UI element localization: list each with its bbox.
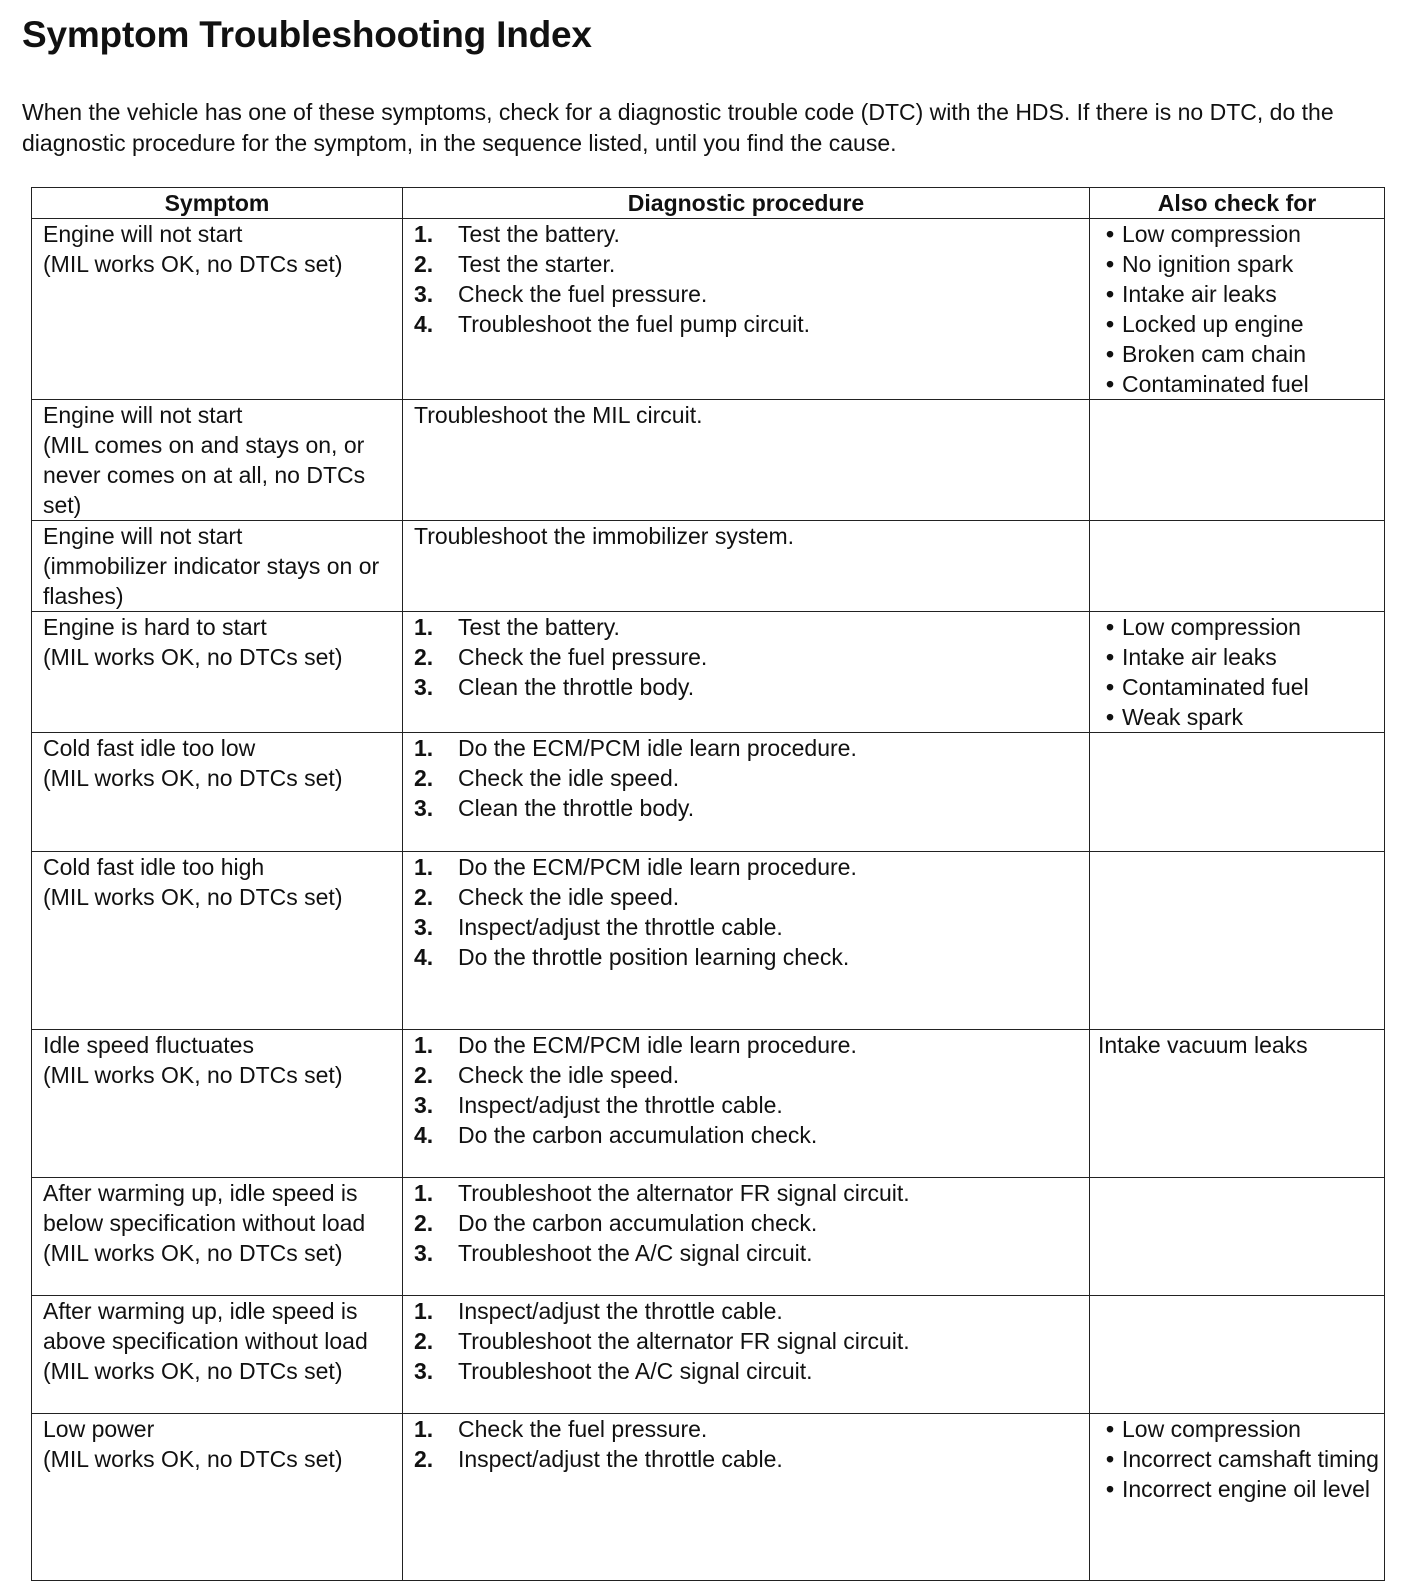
symptom-cell (32, 1178, 403, 1296)
intro-paragraph: When the vehicle has one of these symptoms, check for a diagnostic trouble code (DTC) with the HDS. If there is no DTC, do the diagnostic procedure for the symptom, in the sequence listed, until you find the cause. (22, 99, 1334, 156)
also-check-cell (1090, 1178, 1385, 1296)
procedure-text: Troubleshoot the MIL circuit. (414, 402, 703, 428)
symptom-cell (32, 1296, 403, 1414)
symptom-cell (32, 612, 403, 733)
step-number: 3. (414, 1358, 434, 1384)
also-check-item (1098, 672, 1384, 702)
procedure-step (414, 279, 1089, 309)
step-text: Test the battery. (458, 614, 620, 640)
step-text: Troubleshoot the A/C signal circuit. (458, 1240, 813, 1266)
step-number: 2. (414, 1328, 434, 1354)
step-number: 3. (414, 795, 434, 821)
also-check-text: Contaminated fuel (1122, 674, 1309, 700)
table-row (32, 1178, 1385, 1296)
symptom-condition: (MIL works OK, no DTCs set) (43, 644, 343, 670)
procedure-cell (403, 612, 1090, 733)
step-text: Check the fuel pressure. (458, 644, 708, 670)
procedure-step (414, 1444, 1089, 1474)
symptom-condition: (MIL works OK, no DTCs set) (43, 1240, 343, 1266)
procedure-cell (403, 1030, 1090, 1178)
also-check-cell (1090, 612, 1385, 733)
procedure-step (414, 882, 1089, 912)
step-number: 3. (414, 281, 434, 307)
procedure-cell (403, 1414, 1090, 1581)
also-check-item (1098, 642, 1384, 672)
symptom-cell (32, 219, 403, 400)
procedure-step (414, 612, 1089, 642)
procedure-cell (403, 1178, 1090, 1296)
step-number: 3. (414, 1092, 434, 1118)
bullet-icon: • (1105, 311, 1115, 337)
step-text: Check the idle speed. (458, 884, 680, 910)
table-row (32, 400, 1385, 521)
step-number: 4. (414, 311, 434, 337)
procedure-steps (414, 1414, 1089, 1474)
step-text: Check the idle speed. (458, 1062, 680, 1088)
table-row (32, 219, 1385, 400)
procedure-steps (414, 219, 1089, 339)
table-row (32, 612, 1385, 733)
table-row (32, 1414, 1385, 1581)
symptom-name: After warming up, idle speed is below specification without load (43, 1180, 366, 1236)
also-check-cell (1090, 852, 1385, 1030)
procedure-step (414, 1120, 1089, 1150)
procedure-steps (414, 733, 1089, 823)
step-text: Check the idle speed. (458, 765, 680, 791)
step-text: Check the fuel pressure. (458, 281, 708, 307)
bullet-icon: • (1105, 251, 1115, 277)
step-text: Troubleshoot the alternator FR signal circuit. (458, 1180, 910, 1206)
also-check-item (1098, 369, 1384, 399)
step-text: Test the starter. (458, 251, 616, 277)
procedure-steps (414, 612, 1089, 702)
step-number: 1. (414, 1180, 434, 1206)
step-number: 3. (414, 1240, 434, 1266)
procedure-step (414, 249, 1089, 279)
procedure-cell (403, 521, 1090, 612)
step-number: 1. (414, 221, 434, 247)
step-number: 4. (414, 944, 434, 970)
also-check-text: Low compression (1122, 1416, 1301, 1442)
also-check-item (1098, 612, 1384, 642)
procedure-step (414, 672, 1089, 702)
also-check-text: Intake air leaks (1122, 281, 1277, 307)
symptom-name: Low power (43, 1416, 155, 1442)
bullet-icon: • (1105, 221, 1115, 247)
bullet-icon: • (1105, 281, 1115, 307)
step-number: 3. (414, 674, 434, 700)
procedure-steps (414, 852, 1089, 972)
step-number: 1. (414, 1298, 434, 1324)
step-number: 2. (414, 644, 434, 670)
table-row (32, 733, 1385, 852)
step-number: 4. (414, 1122, 434, 1148)
symptom-cell (32, 400, 403, 521)
symptom-condition: (MIL comes on and stays on, or never comes on at all, no DTCs set) (43, 432, 366, 518)
step-text: Inspect/adjust the throttle cable. (458, 1092, 783, 1118)
symptom-cell (32, 521, 403, 612)
procedure-step (414, 763, 1089, 793)
also-check-text: Contaminated fuel (1122, 371, 1309, 397)
step-text: Do the carbon accumulation check. (458, 1122, 818, 1148)
also-check-text: No ignition spark (1122, 251, 1294, 277)
step-number: 2. (414, 1062, 434, 1088)
bullet-icon: • (1105, 1476, 1115, 1502)
symptom-name: Engine will not start (43, 402, 243, 428)
symptom-condition: (MIL works OK, no DTCs set) (43, 765, 343, 791)
bullet-icon: • (1105, 644, 1115, 670)
step-text: Inspect/adjust the throttle cable. (458, 1298, 783, 1324)
bullet-icon: • (1105, 614, 1115, 640)
procedure-cell (403, 219, 1090, 400)
also-check-item (1098, 1444, 1384, 1474)
step-text: Clean the throttle body. (458, 795, 695, 821)
procedure-step (414, 912, 1089, 942)
bullet-icon: • (1105, 371, 1115, 397)
step-text: Do the carbon accumulation check. (458, 1210, 818, 1236)
step-number: 3. (414, 914, 434, 940)
symptom-cell (32, 733, 403, 852)
table-row (32, 1296, 1385, 1414)
also-check-cell (1090, 1296, 1385, 1414)
also-check-text: Intake vacuum leaks (1098, 1032, 1308, 1058)
procedure-steps (414, 1030, 1089, 1150)
step-text: Clean the throttle body. (458, 674, 695, 700)
also-check-list (1098, 1414, 1384, 1504)
also-check-text: Incorrect camshaft timing (1122, 1446, 1379, 1472)
step-number: 1. (414, 854, 434, 880)
also-check-cell (1090, 219, 1385, 400)
table-body (32, 219, 1385, 1581)
procedure-cell (403, 733, 1090, 852)
procedure-step (414, 1238, 1089, 1268)
step-text: Troubleshoot the alternator FR signal circuit. (458, 1328, 910, 1354)
also-check-text: Intake air leaks (1122, 644, 1277, 670)
procedure-cell (403, 852, 1090, 1030)
also-check-item (1098, 279, 1384, 309)
procedure-step (414, 1030, 1089, 1060)
bullet-icon: • (1105, 704, 1115, 730)
procedure-step (414, 942, 1089, 972)
symptom-name: Engine will not start (43, 221, 243, 247)
step-text: Troubleshoot the fuel pump circuit. (458, 311, 810, 337)
symptom-name: Cold fast idle too high (43, 854, 265, 880)
procedure-step (414, 1090, 1089, 1120)
procedure-step (414, 852, 1089, 882)
also-check-cell (1090, 1030, 1385, 1178)
symptom-condition: (immobilizer indicator stays on or flashes) (43, 553, 380, 609)
step-number: 1. (414, 1416, 434, 1442)
procedure-step (414, 309, 1089, 339)
step-number: 2. (414, 1446, 434, 1472)
step-text: Test the battery. (458, 221, 620, 247)
symptom-name: Engine is hard to start (43, 614, 267, 640)
bullet-icon: • (1105, 674, 1115, 700)
page-title: Symptom Troubleshooting Index (22, 14, 592, 55)
procedure-text: Troubleshoot the immobilizer system. (414, 523, 795, 549)
step-number: 1. (414, 735, 434, 761)
step-number: 1. (414, 1032, 434, 1058)
procedure-step (414, 733, 1089, 763)
procedure-steps (414, 1178, 1089, 1268)
symptom-name: After warming up, idle speed is above specification without load (43, 1298, 368, 1354)
procedure-step (414, 1326, 1089, 1356)
procedure-cell (403, 400, 1090, 521)
table-header-row (32, 188, 1385, 219)
step-text: Inspect/adjust the throttle cable. (458, 914, 783, 940)
also-check-item (1098, 702, 1384, 732)
step-number: 2. (414, 884, 434, 910)
also-check-item (1098, 249, 1384, 279)
also-check-item (1098, 309, 1384, 339)
bullet-icon: • (1105, 1416, 1115, 1442)
also-check-list (1098, 612, 1384, 732)
step-text: Troubleshoot the A/C signal circuit. (458, 1358, 813, 1384)
procedure-step (414, 642, 1089, 672)
symptom-name: Idle speed fluctuates (43, 1032, 254, 1058)
procedure-step (414, 1060, 1089, 1090)
also-check-cell (1090, 733, 1385, 852)
symptom-table (31, 187, 1385, 1581)
also-check-text: Incorrect engine oil level (1122, 1476, 1371, 1502)
also-check-cell (1090, 400, 1385, 521)
table-row (32, 852, 1385, 1030)
procedure-steps (414, 1296, 1089, 1386)
procedure-step (414, 219, 1089, 249)
also-check-text: Low compression (1122, 221, 1301, 247)
step-number: 1. (414, 614, 434, 640)
step-number: 2. (414, 765, 434, 791)
also-check-item (1098, 1414, 1384, 1444)
procedure-step (414, 1414, 1089, 1444)
also-check-item (1098, 219, 1384, 249)
procedure-step (414, 1356, 1089, 1386)
bullet-icon: • (1105, 1446, 1115, 1472)
header-diagnostic-procedure: Diagnostic procedure (403, 188, 1090, 219)
table-row (32, 1030, 1385, 1178)
procedure-step (414, 1208, 1089, 1238)
step-text: Do the ECM/PCM idle learn procedure. (458, 854, 857, 880)
symptom-condition: (MIL works OK, no DTCs set) (43, 884, 343, 910)
also-check-text: Locked up engine (1122, 311, 1304, 337)
also-check-text: Low compression (1122, 614, 1301, 640)
step-number: 2. (414, 251, 434, 277)
step-text: Check the fuel pressure. (458, 1416, 708, 1442)
also-check-cell (1090, 1414, 1385, 1581)
also-check-item (1098, 339, 1384, 369)
procedure-step (414, 793, 1089, 823)
symptom-condition: (MIL works OK, no DTCs set) (43, 1062, 343, 1088)
symptom-condition: (MIL works OK, no DTCs set) (43, 1446, 343, 1472)
symptom-cell (32, 852, 403, 1030)
step-text: Do the throttle position learning check. (458, 944, 850, 970)
step-text: Do the ECM/PCM idle learn procedure. (458, 1032, 857, 1058)
also-check-list (1098, 219, 1384, 399)
symptom-cell (32, 1414, 403, 1581)
also-check-item (1098, 1474, 1384, 1504)
step-number: 2. (414, 1210, 434, 1236)
symptom-cell (32, 1030, 403, 1178)
procedure-step (414, 1178, 1089, 1208)
also-check-text: Weak spark (1122, 704, 1244, 730)
procedure-step (414, 1296, 1089, 1326)
symptom-condition: (MIL works OK, no DTCs set) (43, 251, 343, 277)
step-text: Inspect/adjust the throttle cable. (458, 1446, 783, 1472)
also-check-cell (1090, 521, 1385, 612)
header-also-check-for: Also check for (1090, 188, 1385, 219)
step-text: Do the ECM/PCM idle learn procedure. (458, 735, 857, 761)
procedure-cell (403, 1296, 1090, 1414)
table-row (32, 521, 1385, 612)
symptom-name: Cold fast idle too low (43, 735, 256, 761)
also-check-text: Broken cam chain (1122, 341, 1307, 367)
symptom-name: Engine will not start (43, 523, 243, 549)
bullet-icon: • (1105, 341, 1115, 367)
header-symptom: Symptom (32, 188, 403, 219)
symptom-condition: (MIL works OK, no DTCs set) (43, 1358, 343, 1384)
